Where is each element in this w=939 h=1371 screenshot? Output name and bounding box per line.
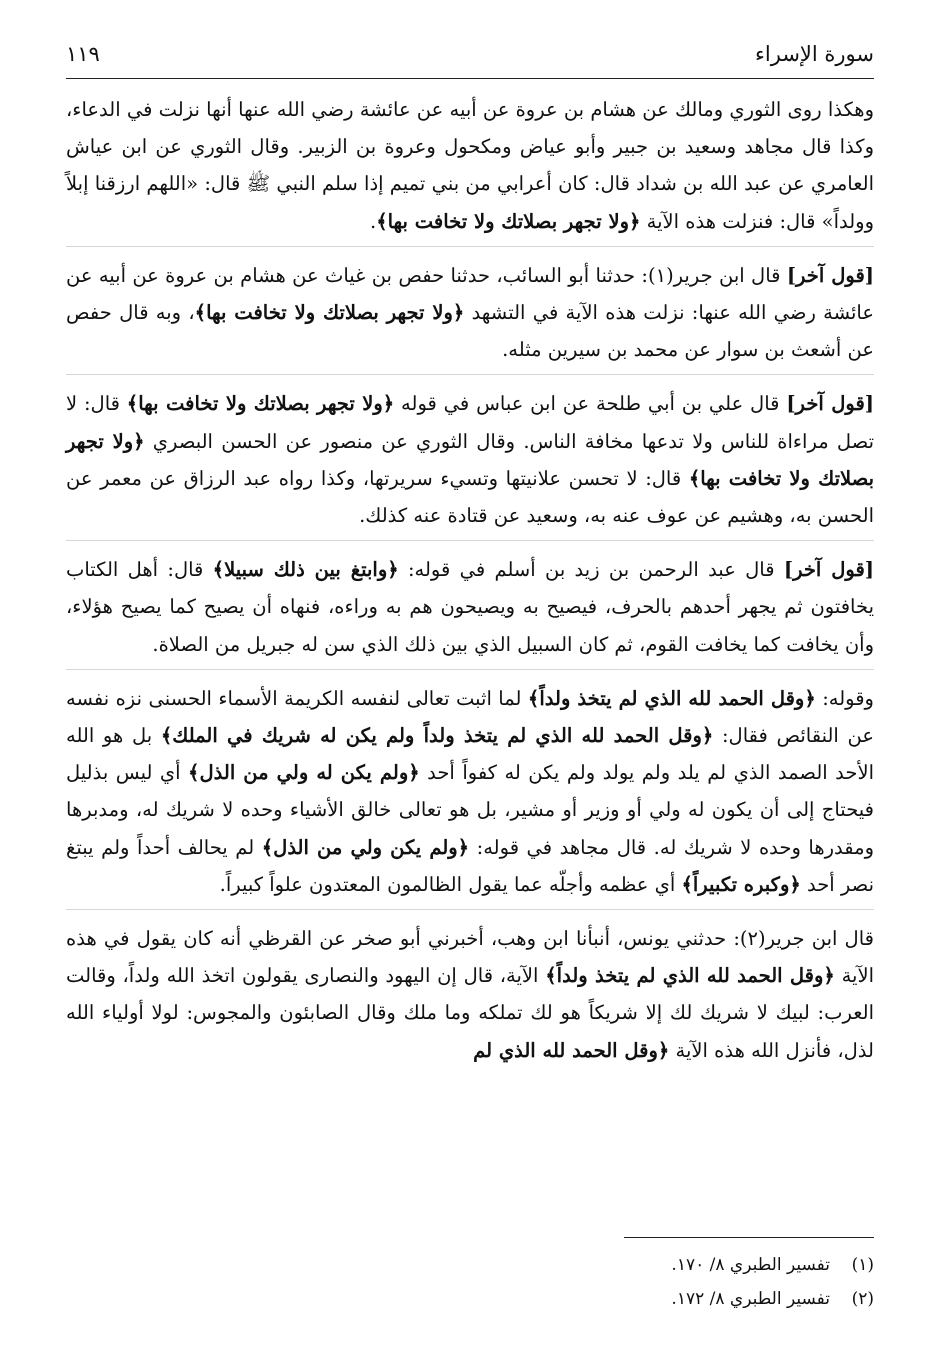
text-run: الآية، قال إن اليهود والنصارى يقولون اتخذ الله ولداً، وقالت العرب: لبيك لا شريك لك إلا شريكاً هو لك تملكه وما ملك وقال الصابئون والمجوس: لولا أولياء الله لذل، فأنزل الله هذه الآية <box>66 964 874 1062</box>
quran-quote: ﴿وابتغ بين ذلك سبيلا﴾ <box>212 558 399 582</box>
section-marker: [قول آخر] <box>786 263 874 287</box>
section-marker: [قول آخر] <box>783 558 874 582</box>
text-run: بل هو الله الأحد الصمد الذي لم يلد ولم يولد ولم يكن له كفواً أحد <box>66 724 874 785</box>
text-run: ، وبه قال حفص عن أشعث بن سوار عن محمد بن سيرين مثله. <box>66 301 874 362</box>
footnote-text: تفسير الطبري ٨/ ١٧٠. <box>671 1255 830 1275</box>
quran-quote: ﴿وقل الحمد لله الذي لم يتخذ ولداً ولم يكن له شريك في الملك﴾ <box>160 724 714 748</box>
text-run: أي عظمه وأجلّه عما يقول الظالمون المعتدون علواً كبيراً. <box>219 872 682 896</box>
text-run: قال ابن جرير(١): حدثنا أبو السائب، حدثنا حفص بن غياث عن هشام بن عروة عن أبيه عن عائشة رضي الله عنها: نزلت هذه الآية في التشهد <box>66 263 875 325</box>
quran-quote: ﴿ولا تجهر بصلاتك ولا تخافت بها﴾ <box>66 429 874 490</box>
quran-quote: ﴿ولا تجهر بصلاتك ولا تخافت بها﴾ <box>376 209 641 233</box>
text-run: وهكذا روى الثوري ومالك عن هشام بن عروة عن أبيه عن عائشة رضي الله عنها أنها نزلت في الدعاء، وكذا قال مجاهد وسعيد بن جبير وأبو عياض ومكحول وعروة بن الزبير. وقال الثوري عن ابن عياش العامري عن عبد الله بن شداد قال: كان أعرابي من بني تميم إذا سلم النبي ﷺ قال: «اللهم ارزقنا إبلاً وولداً» قال: فنزلت هذه الآية <box>66 98 874 233</box>
text-run: قال عبد الرحمن بن زيد بن أسلم في قوله: <box>398 558 784 582</box>
paragraph-5 <box>66 680 874 910</box>
footnotes <box>66 1248 874 1316</box>
paragraph-6 <box>66 920 874 1069</box>
quran-quote: ﴿ولم يكن ولي من الذل﴾ <box>261 835 470 859</box>
footnote-number: (١) <box>851 1255 874 1275</box>
text-run: وقوله: <box>815 686 874 710</box>
quran-quote: ﴿وقل الحمد لله الذي لم يتخذ ولداً﴾ <box>545 964 835 988</box>
text-run: قال: لا تصل مراءاة للناس ولا تدعها مخافة الناس. وقال الثوري عن منصور عن الحسن البصري <box>66 392 875 453</box>
text-run: قال: لا تحسن علانيتها وتسيء سريرتها، وكذا رواه عبد الرزاق عن معمر عن الحسن به، وهشيم عن عوف عنه به، وسعيد عن قتادة عنه كذلك. <box>66 466 874 528</box>
text-run: لما اثبت تعالى لنفسه الكريمة الأسماء الحسنى نزه نفسه عن النقائص فقال: <box>66 686 874 748</box>
text-run: قال ابن جرير(٢): حدثني يونس، أنبأنا ابن وهب، أخبرني أبو صخر عن القرظي أنه كان يقول في هذه الآية <box>66 927 875 988</box>
footnote-text: تفسير الطبري ٨/ ١٧٢. <box>671 1289 830 1309</box>
quran-quote: ﴿ولا تجهر بصلاتك ولا تخافت بها﴾ <box>194 301 465 325</box>
quran-quote: ﴿وقل الحمد لله الذي لم يتخذ ولداً﴾ <box>527 686 816 710</box>
paragraph-2 <box>66 257 874 376</box>
text-run: أي ليس بذليل فيحتاج إلى أن يكون له ولي أو وزير أو مشير، بل هو تعالى خالق الأشياء وحده لا شريك له، ومدبرها ومقدرها وحده لا شريك له. قال مجاهد في قوله: <box>66 761 875 859</box>
quran-quote: ﴿ولم يكن له ولي من الذل﴾ <box>188 761 420 785</box>
text-run: قال: أهل الكتاب يخافتون ثم يجهر أحدهم بالحرف، فيصيح به ويصيحون هم به وراءه، فنهاه أن يصيح كما يصيح هؤلاء، وأن يخافت كما يخافت القوم، ثم كان السبيل الذي بين ذلك الذي سن له جبريل من الصلاة. <box>66 558 874 656</box>
section-marker: [قول آخر] <box>786 392 874 416</box>
paragraph-1 <box>66 91 874 247</box>
footnote-number: (٢) <box>851 1289 874 1309</box>
footnote-divider <box>624 1237 874 1238</box>
text-run: لم يحالف أحداً ولم يبتغ نصر أحد <box>66 835 874 896</box>
surah-title: سورة الإسراء <box>755 42 874 66</box>
quran-quote: ﴿ولا تجهر بصلاتك ولا تخافت بها﴾ <box>126 392 395 416</box>
footnote-1 <box>66 1248 874 1282</box>
text-run: . <box>369 209 377 233</box>
quran-quote: ﴿وكبره تكبيراً﴾ <box>681 872 801 896</box>
text-run: قال علي بن أبي طلحة عن ابن عباس في قوله <box>394 392 787 416</box>
quran-quote: ﴿وقل الحمد لله الذي لم <box>473 1038 670 1062</box>
main-text <box>66 91 874 1069</box>
page <box>66 40 874 1340</box>
running-header <box>66 40 874 79</box>
page-number: ١١٩ <box>66 42 100 66</box>
paragraph-3 <box>66 385 874 541</box>
paragraph-4 <box>66 551 874 670</box>
footnote-2 <box>66 1282 874 1316</box>
